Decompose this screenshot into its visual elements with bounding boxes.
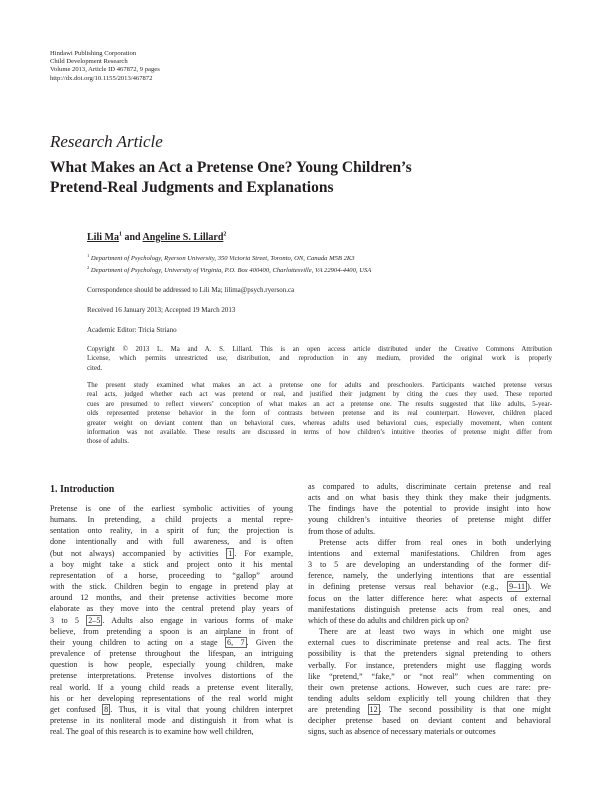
body-text-line: [308, 648, 551, 659]
abstract-line: olds represented pretense behavior in the form of contrasts between pretense and its real counterpart. However, children placed: [87, 410, 552, 418]
body-text-line: [50, 637, 293, 648]
body-text: . The second possibility is that one might: [379, 705, 551, 715]
body-text-line: [50, 726, 293, 737]
author-link[interactable]: Angeline S. Lillard: [142, 232, 224, 243]
body-text: like “pretend,” “fake,” or “not real” when commenting on: [308, 671, 551, 681]
affiliation-text: Department of Psychology, Ryerson University, 350 Victoria Street, Toronto, ON, Canada M5B 2K3: [90, 255, 355, 262]
body-text-line: [308, 671, 551, 682]
body-text: decipher pretense based on deviant content and behavioral: [308, 716, 551, 726]
right-column-body: [308, 481, 551, 738]
citation-link[interactable]: 1: [228, 548, 233, 558]
body-text-line: [50, 626, 293, 637]
body-text-line: [50, 570, 293, 581]
body-text-line: [50, 514, 293, 525]
body-text-line: [50, 704, 293, 715]
body-text-line: [308, 514, 551, 525]
body-text: real. The goal of this research is to examine how well children,: [50, 727, 254, 737]
body-text: prevalence of pretense throughout the lifespan, an intriguing: [50, 649, 293, 659]
affiliation-text: Department of Psychology, University of Virginia, P.O. Box 400400, Charlottesville, VA 22904-4400, USA: [90, 267, 372, 274]
body-text-line: [50, 525, 293, 536]
body-text-line: [50, 615, 293, 626]
body-text-line: [308, 503, 551, 514]
right-column: [308, 481, 551, 738]
copyright-line: Copyright © 2013 L. Ma and A. S. Lillard. This is an open access article distributed under the Creative Commons Attribution: [87, 346, 552, 353]
body-text: with the stick. Children begin to engage in pretend play at: [50, 582, 293, 592]
title-line-1: What Makes an Act a Pretense One? Young Children’s: [50, 159, 412, 176]
doi-link[interactable]: http://dx.doi.org/10.1155/2013/467872: [50, 74, 153, 82]
citation-link[interactable]: 6, 7: [227, 637, 245, 647]
affiliation: [87, 264, 372, 274]
body-text: real world. If a young child reads a pretense event literally,: [50, 682, 293, 692]
body-text: external cues to discriminate pretense and real acts. The first: [308, 638, 551, 648]
body-text: pretense in its nonliteral mode and distinguish it from what is: [50, 715, 293, 725]
body-text-line: [50, 548, 293, 559]
body-text-line: [50, 503, 293, 514]
abstract-line: greater weight on deviant content than on behavioral cues, whereas adults used behavioral cues, especially movement, when content: [87, 419, 552, 427]
left-column-body: [50, 503, 293, 737]
body-text-line: [50, 670, 293, 681]
body-text-line: [308, 581, 551, 592]
body-text-line: [308, 559, 551, 570]
body-text-line: [50, 559, 293, 570]
body-text: Pretense is one of the earliest symbolic activities of young: [50, 504, 293, 513]
citation-link[interactable]: 12: [369, 705, 378, 715]
body-text: a boy might take a stick and project onto it his mental: [50, 559, 293, 569]
copyright-line: License, which permits unrestricted use, distribution, and reproduction in any medium, provided the original work is properly: [87, 355, 552, 363]
affiliation: [87, 252, 355, 262]
body-text-line: [308, 570, 551, 581]
copyright-line: cited.: [87, 364, 103, 372]
body-text: question is how people, especially young children, make: [50, 660, 293, 670]
journal-header: [50, 50, 160, 83]
body-text: from those of adults.: [308, 526, 375, 536]
body-text-line: [50, 603, 293, 614]
body-text-line: [308, 693, 551, 704]
body-text: (but not always) accompanied by activities: [50, 548, 227, 558]
body-text-line: [308, 615, 551, 626]
body-text-line: [308, 604, 551, 615]
body-text-line: [308, 593, 551, 604]
section-heading: 1. Introduction: [50, 484, 115, 495]
abstract-line: real acts, judged whether each act was pretend or real, and justified their judgment by citing the cues they used. These reported: [87, 391, 552, 399]
body-text-line: [308, 626, 551, 637]
body-text: verbally. For instance, pretenders might use flagging words: [308, 660, 551, 670]
body-text-line: [50, 592, 293, 603]
academic-editor: Academic Editor: Tricia Striano: [87, 326, 177, 334]
body-text: ). We: [527, 582, 551, 592]
left-column: [50, 483, 293, 737]
body-text-line: [50, 581, 293, 592]
body-text: The findings have the potential to provide insight into how: [308, 504, 551, 514]
body-text-line: [308, 637, 551, 648]
title-line-2: Pretend-Real Judgments and Explanations: [50, 179, 334, 196]
publisher-name: Hindawi Publishing Corporation: [50, 50, 137, 57]
author-separator: and: [124, 232, 141, 243]
affiliation-marker: 2: [223, 231, 227, 238]
body-text: manifestations distinguish pretense acts from real ones, and: [308, 604, 551, 614]
body-text: . Adults also engage in various forms of make: [102, 615, 293, 625]
body-text: in defining pretense versus real behavior (e.g.,: [308, 582, 508, 592]
body-text: get confused: [50, 704, 103, 714]
body-text: . For example,: [234, 548, 293, 558]
author-list: [87, 232, 226, 243]
citation-link[interactable]: 2–5: [88, 615, 101, 625]
body-text: humans. In pretending, a child projects a mental repre-: [50, 515, 293, 525]
journal-name: Child Development Research: [50, 58, 128, 66]
body-text: their young children to acting on a stage: [50, 637, 226, 647]
body-text-line: [308, 682, 551, 693]
abstract-line: The present study examined what makes an act a pretense one for adults and preschoolers. Participants watched pretense versus: [87, 382, 552, 389]
body-text: tending adults seldom explicitly tell young children that they: [308, 693, 551, 703]
body-text: done intentionally and with full awareness, and is often: [50, 537, 293, 547]
body-text-line: [50, 536, 293, 547]
body-text: intentions and external manifestations. Children from ages: [308, 548, 551, 558]
body-text: around 12 months, and their pretense activities become more: [50, 593, 293, 603]
body-text-line: [308, 715, 551, 726]
abstract-line: those of adults.: [87, 438, 129, 446]
body-text: Pretense acts differ from real ones in both underlying: [319, 537, 551, 547]
received-dates: Received 16 January 2013; Accepted 19 March 2013: [87, 306, 236, 314]
body-text: signs, such as absence of necessary materials or outcomes: [308, 727, 496, 737]
body-text-line: [50, 682, 293, 693]
body-text: focus on the latter difference here: what aspects of external: [308, 593, 551, 603]
article-type: Research Article: [50, 132, 163, 151]
body-text: are pretending: [308, 705, 368, 715]
abstract: [87, 381, 552, 447]
body-text: acts and on what basis they think they make their judgments.: [308, 493, 551, 503]
body-text: . Thus, it is vital that young children interpret: [110, 704, 293, 714]
body-text-line: [308, 704, 551, 715]
body-text-line: [308, 492, 551, 503]
body-text-line: [50, 693, 293, 704]
body-text-line: [50, 648, 293, 659]
body-text-line: [50, 659, 293, 670]
body-text-line: [308, 726, 551, 737]
body-text: as compared to adults, discriminate certain pretense and real: [308, 482, 551, 491]
body-text: There are at least two ways in which one might use: [319, 627, 551, 637]
body-text: pretense interpretations. Pretense involves distortions of the: [50, 671, 293, 681]
affiliation-number: 2: [87, 264, 90, 270]
abstract-line: cues are presumed to reflect viewers’ conception of what makes an act a pretense one. The results suggested that like adults, 5-year-: [87, 400, 552, 408]
body-text: ference, namely, the underlying intentions that are essential: [308, 571, 551, 581]
body-text-line: [308, 660, 551, 671]
body-text: believe, from pretending a spoon is an airplane in front of: [50, 626, 293, 636]
body-text: elaborate as they move into the central pretend play years of: [50, 604, 293, 614]
author-link[interactable]: Lili Ma: [87, 232, 119, 243]
body-text: sentation onto reality, in a spirit of fun; the projection is: [50, 526, 293, 536]
body-text-line: [308, 526, 551, 537]
body-text: possibility is that the pretenders signal pretending to others: [308, 649, 551, 659]
body-text: which of these do adults and children pick up on?: [308, 615, 469, 625]
affiliation-marker: 1: [118, 231, 122, 238]
body-text: 3 to 5: [50, 615, 87, 625]
article-title: [50, 158, 550, 198]
abstract-line: information was not available. These results are discussed in terms of how children’s intuitive theories of pretense might differ from: [87, 429, 552, 437]
body-text: 3 to 5 are developing an understanding of the former dif-: [308, 560, 551, 570]
citation-link[interactable]: 8: [104, 704, 109, 714]
body-text-line: [308, 481, 551, 492]
correspondence: Correspondence should be addressed to Lili Ma; lilima@psych.ryerson.ca: [87, 286, 295, 294]
body-text-line: [308, 537, 551, 548]
body-text: their own pretense actions. However, such cues are rare: pre-: [308, 682, 551, 692]
copyright-notice: [87, 345, 552, 373]
body-text: his or her developing representations of the real world might: [50, 693, 293, 703]
body-text-line: [50, 715, 293, 726]
body-text-line: [308, 548, 551, 559]
affiliation-number: 1: [87, 252, 90, 258]
citation-link[interactable]: 9–11: [509, 582, 526, 592]
body-text: . Given the: [246, 637, 293, 647]
body-text: representation of a horse, proceeding to “gallop” around: [50, 570, 293, 580]
body-text: young children’s intuitive theories of pretense might differ: [308, 515, 551, 525]
volume-info: Volume 2013, Article ID 467872, 9 pages: [50, 66, 160, 74]
